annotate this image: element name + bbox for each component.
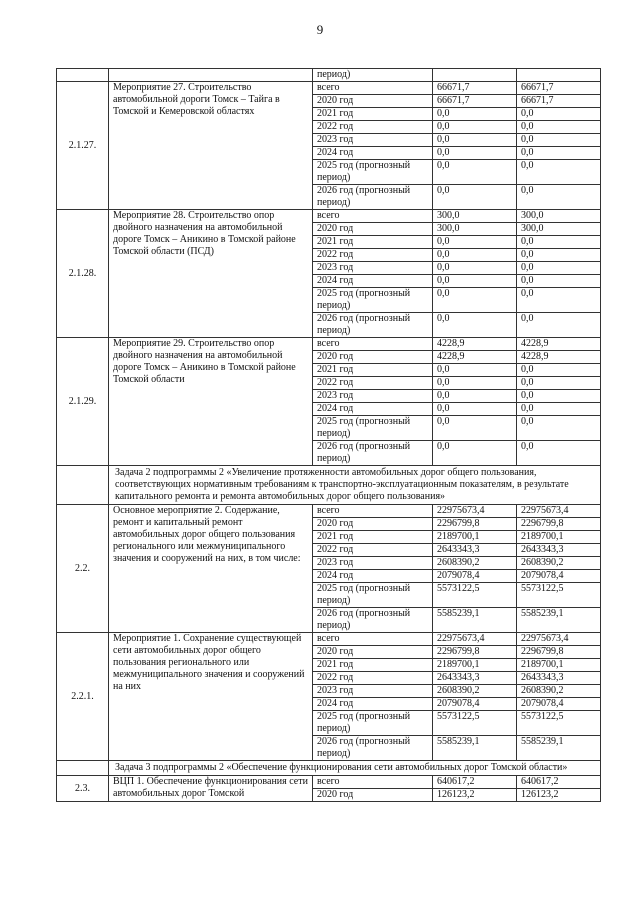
year-cell: всего <box>313 338 433 351</box>
total-value: 0,0 <box>433 134 517 147</box>
total-value: 0,0 <box>433 121 517 134</box>
measure-name: Мероприятие 29. Строительство опор двойного назначения на автомобильной дороге Томск – Аникино в Томской районе Томской области <box>109 338 313 466</box>
measure-code: 2.2. <box>57 505 109 633</box>
measure-name: Мероприятие 1. Сохранение существующей сети автомобильных дорог общего пользования регионального или межмуниципального значения и сооружений на них <box>109 633 313 761</box>
total-value: 22975673,4 <box>433 633 517 646</box>
year-cell: 2022 год <box>313 121 433 134</box>
measure-code: 2.1.29. <box>57 338 109 466</box>
year-cell: 2020 год <box>313 789 433 802</box>
subtotal-value: 300,0 <box>517 210 601 223</box>
subtotal-value: 2608390,2 <box>517 557 601 570</box>
subtotal-value: 126123,2 <box>517 789 601 802</box>
subtotal-value: 0,0 <box>517 313 601 338</box>
total-value: 126123,2 <box>433 789 517 802</box>
subtotal-value: 640617,2 <box>517 776 601 789</box>
subtotal-value: 0,0 <box>517 390 601 403</box>
total-value: 0,0 <box>433 249 517 262</box>
year-cell: 2025 год (прогнозный период) <box>313 160 433 185</box>
year-cell: 2025 год (прогнозный период) <box>313 711 433 736</box>
subtotal-value: 5573122,5 <box>517 711 601 736</box>
measure-name: Мероприятие 28. Строительство опор двойного назначения на автомобильной дороге Томск – Аникино в Томской районе Томской области (ПСД) <box>109 210 313 338</box>
total-value: 0,0 <box>433 288 517 313</box>
total-value: 0,0 <box>433 236 517 249</box>
year-cell: 2022 год <box>313 544 433 557</box>
subtotal-value: 2643343,3 <box>517 544 601 557</box>
year-cell: 2025 год (прогнозный период) <box>313 288 433 313</box>
year-cell: 2026 год (прогнозный период) <box>313 736 433 761</box>
subtotal-value: 22975673,4 <box>517 633 601 646</box>
table-row <box>57 338 601 351</box>
total-value: 300,0 <box>433 223 517 236</box>
total-value: 0,0 <box>433 416 517 441</box>
subtotal-value: 4228,9 <box>517 351 601 364</box>
subtotal-value: 66671,7 <box>517 82 601 95</box>
total-value: 2296799,8 <box>433 518 517 531</box>
subtotal-value: 2079078,4 <box>517 570 601 583</box>
year-cell: 2022 год <box>313 249 433 262</box>
subtotal-value: 0,0 <box>517 441 601 466</box>
year-cell: всего <box>313 776 433 789</box>
year-cell: 2023 год <box>313 134 433 147</box>
total-value: 0,0 <box>433 313 517 338</box>
subtotal-value: 5573122,5 <box>517 583 601 608</box>
total-value: 4228,9 <box>433 351 517 364</box>
year-cell: период) <box>313 69 433 82</box>
total-value: 0,0 <box>433 441 517 466</box>
subtotal-value: 2296799,8 <box>517 646 601 659</box>
year-cell: всего <box>313 505 433 518</box>
task-heading: Задача 2 подпрограммы 2 «Увеличение протяженности автомобильных дорог общего пользования, соответствующих нормативным требованиям к транспортно-эксплуатационным показателям, в результате капитального ремонта и ремонта автомобильных дорог общего пользования» <box>109 466 601 505</box>
subtotal-value: 2643343,3 <box>517 672 601 685</box>
total-value: 2079078,4 <box>433 698 517 711</box>
subtotal-value: 2189700,1 <box>517 531 601 544</box>
total-value: 0,0 <box>433 108 517 121</box>
total-value: 66671,7 <box>433 95 517 108</box>
year-cell: 2026 год (прогнозный период) <box>313 608 433 633</box>
year-cell: 2020 год <box>313 518 433 531</box>
subtotal-value: 2608390,2 <box>517 685 601 698</box>
subtotal-value: 2189700,1 <box>517 659 601 672</box>
total-value: 0,0 <box>433 364 517 377</box>
subtotal-value: 5585239,1 <box>517 608 601 633</box>
year-cell: 2026 год (прогнозный период) <box>313 441 433 466</box>
year-cell: 2021 год <box>313 531 433 544</box>
year-cell: 2020 год <box>313 646 433 659</box>
subtotal-value: 22975673,4 <box>517 505 601 518</box>
subtotal-value: 0,0 <box>517 160 601 185</box>
year-cell: 2024 год <box>313 570 433 583</box>
budget-table <box>56 68 601 802</box>
subtotal-value: 0,0 <box>517 185 601 210</box>
total-value: 2079078,4 <box>433 570 517 583</box>
measure-code: 2.1.28. <box>57 210 109 338</box>
table-row <box>57 633 601 646</box>
year-cell: 2020 год <box>313 351 433 364</box>
total-value: 640617,2 <box>433 776 517 789</box>
subtotal-value: 0,0 <box>517 236 601 249</box>
total-value: 0,0 <box>433 185 517 210</box>
subtotal-value: 0,0 <box>517 262 601 275</box>
total-value: 2643343,3 <box>433 544 517 557</box>
subtotal-value: 0,0 <box>517 147 601 160</box>
total-value: 0,0 <box>433 147 517 160</box>
total-value: 5573122,5 <box>433 711 517 736</box>
year-cell: 2026 год (прогнозный период) <box>313 185 433 210</box>
year-cell: 2022 год <box>313 377 433 390</box>
total-value: 0,0 <box>433 403 517 416</box>
year-cell: 2023 год <box>313 390 433 403</box>
measure-name: Основное мероприятие 2. Содержание, ремонт и капитальный ремонт автомобильных дорог общего пользования регионального или межмуниципального значения и сооружений на них, в том числе: <box>109 505 313 633</box>
total-value: 0,0 <box>433 262 517 275</box>
subtotal-value: 2079078,4 <box>517 698 601 711</box>
year-cell: 2024 год <box>313 403 433 416</box>
total-value: 0,0 <box>433 377 517 390</box>
year-cell: 2025 год (прогнозный период) <box>313 583 433 608</box>
total-value: 300,0 <box>433 210 517 223</box>
year-cell: 2020 год <box>313 223 433 236</box>
total-value: 4228,9 <box>433 338 517 351</box>
subtotal-value: 0,0 <box>517 275 601 288</box>
total-value: 5585239,1 <box>433 736 517 761</box>
subtotal-value: 2296799,8 <box>517 518 601 531</box>
total-value: 5573122,5 <box>433 583 517 608</box>
year-cell: всего <box>313 210 433 223</box>
task-row <box>57 761 601 776</box>
year-cell: 2023 год <box>313 685 433 698</box>
table-row <box>57 776 601 789</box>
table-row <box>57 210 601 223</box>
year-cell: 2026 год (прогнозный период) <box>313 313 433 338</box>
subtotal-value: 4228,9 <box>517 338 601 351</box>
year-cell: 2020 год <box>313 95 433 108</box>
year-cell: 2022 год <box>313 672 433 685</box>
table-row <box>57 505 601 518</box>
measure-code: 2.1.27. <box>57 82 109 210</box>
task-row <box>57 466 601 505</box>
year-cell: 2021 год <box>313 659 433 672</box>
measure-code: 2.3. <box>57 776 109 802</box>
subtotal-value: 0,0 <box>517 416 601 441</box>
year-cell: 2021 год <box>313 236 433 249</box>
measure-code: 2.2.1. <box>57 633 109 761</box>
total-value: 2643343,3 <box>433 672 517 685</box>
subtotal-value: 0,0 <box>517 134 601 147</box>
total-value: 0,0 <box>433 160 517 185</box>
total-value: 5585239,1 <box>433 608 517 633</box>
year-cell: 2024 год <box>313 698 433 711</box>
year-cell: 2021 год <box>313 108 433 121</box>
subtotal-value: 0,0 <box>517 288 601 313</box>
subtotal-value: 66671,7 <box>517 95 601 108</box>
year-cell: 2021 год <box>313 364 433 377</box>
year-cell: всего <box>313 633 433 646</box>
measure-name: ВЦП 1. Обеспечение функционирования сети автомобильных дорог Томской <box>109 776 313 802</box>
year-cell: всего <box>313 82 433 95</box>
total-value: 2608390,2 <box>433 685 517 698</box>
subtotal-value: 0,0 <box>517 364 601 377</box>
total-value: 2189700,1 <box>433 531 517 544</box>
year-cell: 2024 год <box>313 147 433 160</box>
subtotal-value: 0,0 <box>517 403 601 416</box>
task-heading: Задача 3 подпрограммы 2 «Обеспечение функционирования сети автомобильных дорог Томской области» <box>109 761 601 776</box>
subtotal-value: 0,0 <box>517 377 601 390</box>
total-value: 2296799,8 <box>433 646 517 659</box>
year-cell: 2025 год (прогнозный период) <box>313 416 433 441</box>
year-cell: 2023 год <box>313 262 433 275</box>
subtotal-value: 5585239,1 <box>517 736 601 761</box>
total-value: 2608390,2 <box>433 557 517 570</box>
total-value: 0,0 <box>433 275 517 288</box>
total-value: 2189700,1 <box>433 659 517 672</box>
table-row <box>57 69 601 82</box>
measure-name: Мероприятие 27. Строительство автомобильной дороги Томск – Тайга в Томской и Кемеровской областях <box>109 82 313 210</box>
subtotal-value: 0,0 <box>517 108 601 121</box>
page-number: 9 <box>316 22 324 37</box>
year-cell: 2024 год <box>313 275 433 288</box>
year-cell: 2023 год <box>313 557 433 570</box>
subtotal-value: 0,0 <box>517 249 601 262</box>
total-value: 0,0 <box>433 390 517 403</box>
subtotal-value: 300,0 <box>517 223 601 236</box>
total-value: 66671,7 <box>433 82 517 95</box>
subtotal-value: 0,0 <box>517 121 601 134</box>
table-row <box>57 82 601 95</box>
total-value: 22975673,4 <box>433 505 517 518</box>
